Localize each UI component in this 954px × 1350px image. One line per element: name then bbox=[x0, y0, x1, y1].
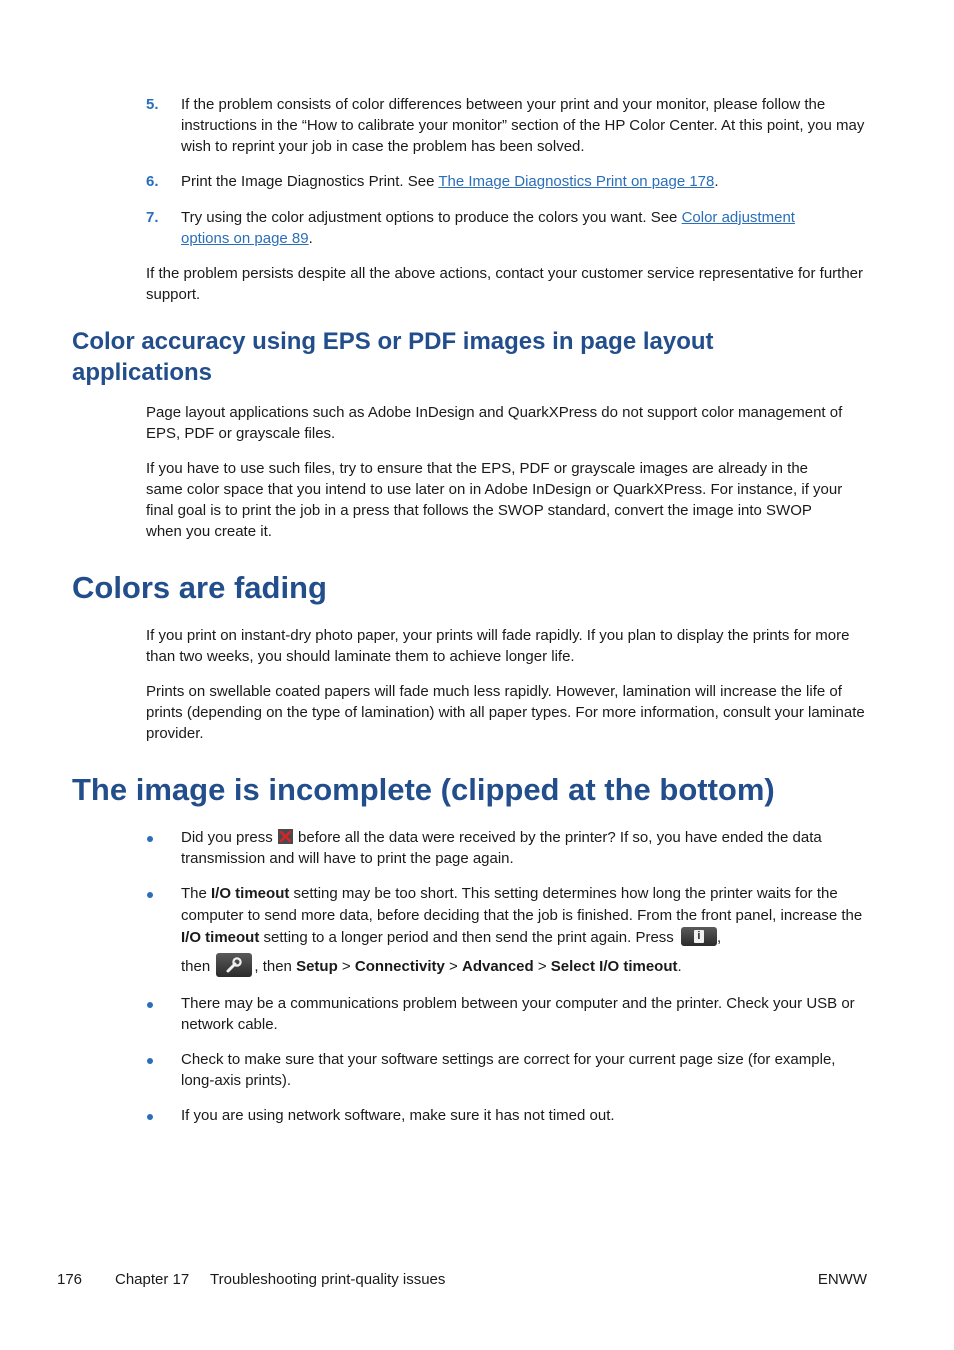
eps-paragraph-1: Page layout applications such as Adobe InDesign and QuarkXPress do not support color management of EPS, PDF or grayscale files. bbox=[146, 404, 843, 442]
io-timeout-term: I/O timeout bbox=[181, 929, 260, 946]
persist-paragraph: If the problem persists despite all the above actions, contact your customer service representative for further support. bbox=[146, 265, 864, 303]
wrench-icon bbox=[216, 953, 252, 977]
info-icon: i bbox=[681, 927, 717, 946]
bullet-marker bbox=[147, 1114, 153, 1120]
bullet-item: Did you press before all the data were received by the printer? If so, you have ended the data transmission and will have to print the page again. bbox=[181, 829, 822, 867]
step-number: 5. bbox=[146, 96, 159, 113]
fading-paragraph-2: Prints on swellable coated papers will fade much less rapidly. However, lamination will increase the life of prints (depending on the type of lamination) with all paper types. For more information, consult your laminate provider. bbox=[146, 683, 865, 742]
bullet-marker bbox=[147, 1058, 153, 1064]
color-adjustment-link[interactable]: Color adjustment options on page 89 bbox=[181, 209, 795, 247]
step-text: Print the Image Diagnostics Print. See The Image Diagnostics Print on page 178. bbox=[181, 173, 719, 190]
step-text: If the problem consists of color differences between your print and your monitor, please follow the instructions in the “How to calibrate your monitor” section of the HP Color Center. At this point, you may wish to reprint your job in case the problem has been solved. bbox=[181, 96, 865, 155]
bullet-marker bbox=[147, 836, 153, 842]
footer-chapter: Chapter 17 bbox=[115, 1271, 190, 1288]
step-text: Try using the color adjustment options to produce the colors you want. See Color adjustment options on page 89. bbox=[181, 209, 795, 247]
io-timeout-term: I/O timeout bbox=[211, 885, 290, 902]
bullet-item: Check to make sure that your software settings are correct for your current page size (for example, long-axis prints). bbox=[181, 1051, 836, 1089]
step-number: 6. bbox=[146, 173, 159, 190]
page-number: 176 bbox=[57, 1271, 83, 1288]
fading-paragraph-1: If you print on instant-dry photo paper, your prints will fade rapidly. If you plan to display the prints for more than two weeks, you should laminate them to achieve longer life. bbox=[146, 627, 850, 665]
bullet-item: If you are using network software, make sure it has not timed out. bbox=[181, 1107, 615, 1124]
eps-paragraph-2: If you have to use such files, try to ensure that the EPS, PDF or grayscale images are already in the same color space that you intend to use later on in Adobe InDesign or QuarkXPress. For instance, if your final goal is to print the job in a press that follows the SWOP standard, convert the image into SWOP when you create it. bbox=[146, 460, 843, 540]
footer-chapter-title: Troubleshooting print-quality issues bbox=[210, 1271, 446, 1288]
cancel-icon bbox=[278, 829, 293, 844]
bullet-item: There may be a communications problem between your computer and the printer. Check your USB or network cable. bbox=[181, 995, 855, 1033]
section-heading-fading: Colors are fading bbox=[72, 570, 327, 605]
bullet-marker bbox=[147, 892, 153, 898]
image-diagnostics-link[interactable]: The Image Diagnostics Print on page 178 bbox=[438, 173, 715, 190]
section-heading-eps: Color accuracy using EPS or PDF images in page layout applications bbox=[72, 328, 714, 386]
bullet-marker bbox=[147, 1002, 153, 1008]
section-heading-clipped: The image is incomplete (clipped at the bottom) bbox=[72, 772, 775, 807]
step-number: 7. bbox=[146, 209, 159, 226]
footer-locale: ENWW bbox=[817, 1271, 867, 1288]
bullet-item: The I/O timeout setting may be too short. This setting determines how long the printer waits for the computer to send more data, before deciding that the job is finished. From the front panel, increase the I/O timeout setting to a longer period and then send the print again. Press i , bbox=[181, 885, 863, 946]
bullet-item-continued: then , then Setup > Connectivity > Advanced > Select I/O timeout. bbox=[181, 953, 869, 977]
